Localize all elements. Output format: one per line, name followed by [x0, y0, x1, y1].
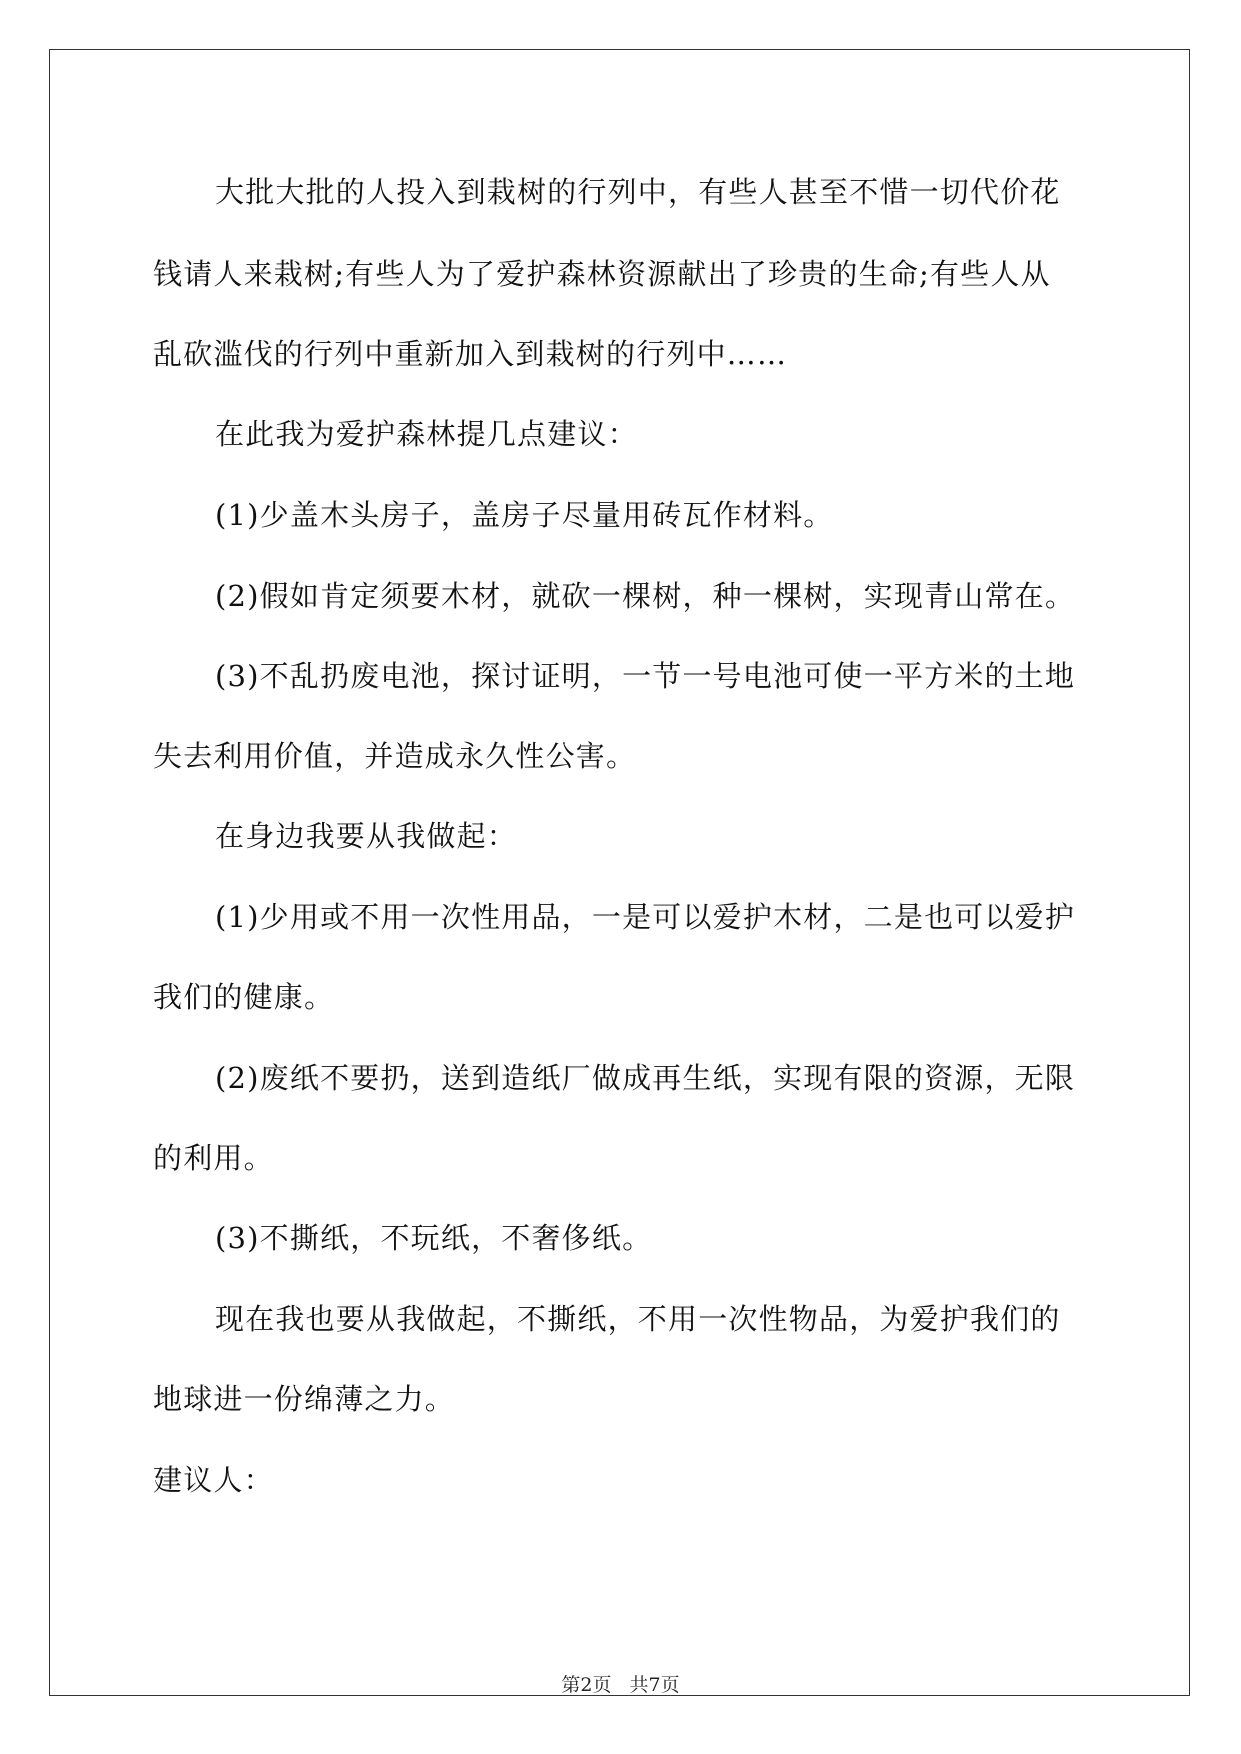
paragraph-line-2: 钱请人来栽树;有些人为了爱护森林资源献出了珍贵的生命;有些人从: [153, 257, 1051, 291]
paragraph-line-1: 大批大批的人投入到栽树的行列中，有些人甚至不惜一切代价花: [215, 175, 1061, 209]
paragraph-line-3: 乱砍滥伐的行列中重新加入到栽树的行列中……: [153, 337, 788, 371]
page-footer: [0, 1672, 1241, 1698]
paragraph-line-10: (1)少用或不用一次性用品，一是可以爱护木材，二是也可以爱护: [215, 900, 1076, 934]
paragraph-line-4: 在此我为爱护森林提几点建议：: [215, 417, 638, 451]
paragraph-line-11: 我们的健康。: [153, 980, 335, 1014]
proposer-label: 建议人：: [153, 1463, 274, 1497]
paragraph-line-15: 现在我也要从我做起，不撕纸，不用一次性物品，为爱护我们的: [215, 1302, 1061, 1336]
paragraph-line-7: (3)不乱扔废电池，探讨证明，一节一号电池可使一平方米的土地: [215, 659, 1076, 693]
paragraph-line-14: (3)不撕纸，不玩纸，不奢侈纸。: [215, 1221, 653, 1255]
page-border: [49, 49, 1190, 1696]
paragraph-line-9: 在身边我要从我做起：: [215, 819, 518, 853]
paragraph-line-12: (2)废纸不要扔，送到造纸厂做成再生纸，实现有限的资源，无限: [215, 1061, 1076, 1095]
paragraph-line-6: (2)假如肯定须要木材，就砍一棵树，种一棵树，实现青山常在。: [215, 579, 1076, 613]
paragraph-line-13: 的利用。: [153, 1141, 274, 1175]
paragraph-line-16: 地球进一份绵薄之力。: [153, 1382, 456, 1416]
page-number: 第2页: [561, 1674, 612, 1696]
total-pages: 共7页: [629, 1674, 680, 1696]
paragraph-line-5: (1)少盖木头房子，盖房子尽量用砖瓦作材料。: [215, 498, 834, 532]
paragraph-line-8: 失去利用价值，并造成永久性公害。: [153, 739, 637, 773]
